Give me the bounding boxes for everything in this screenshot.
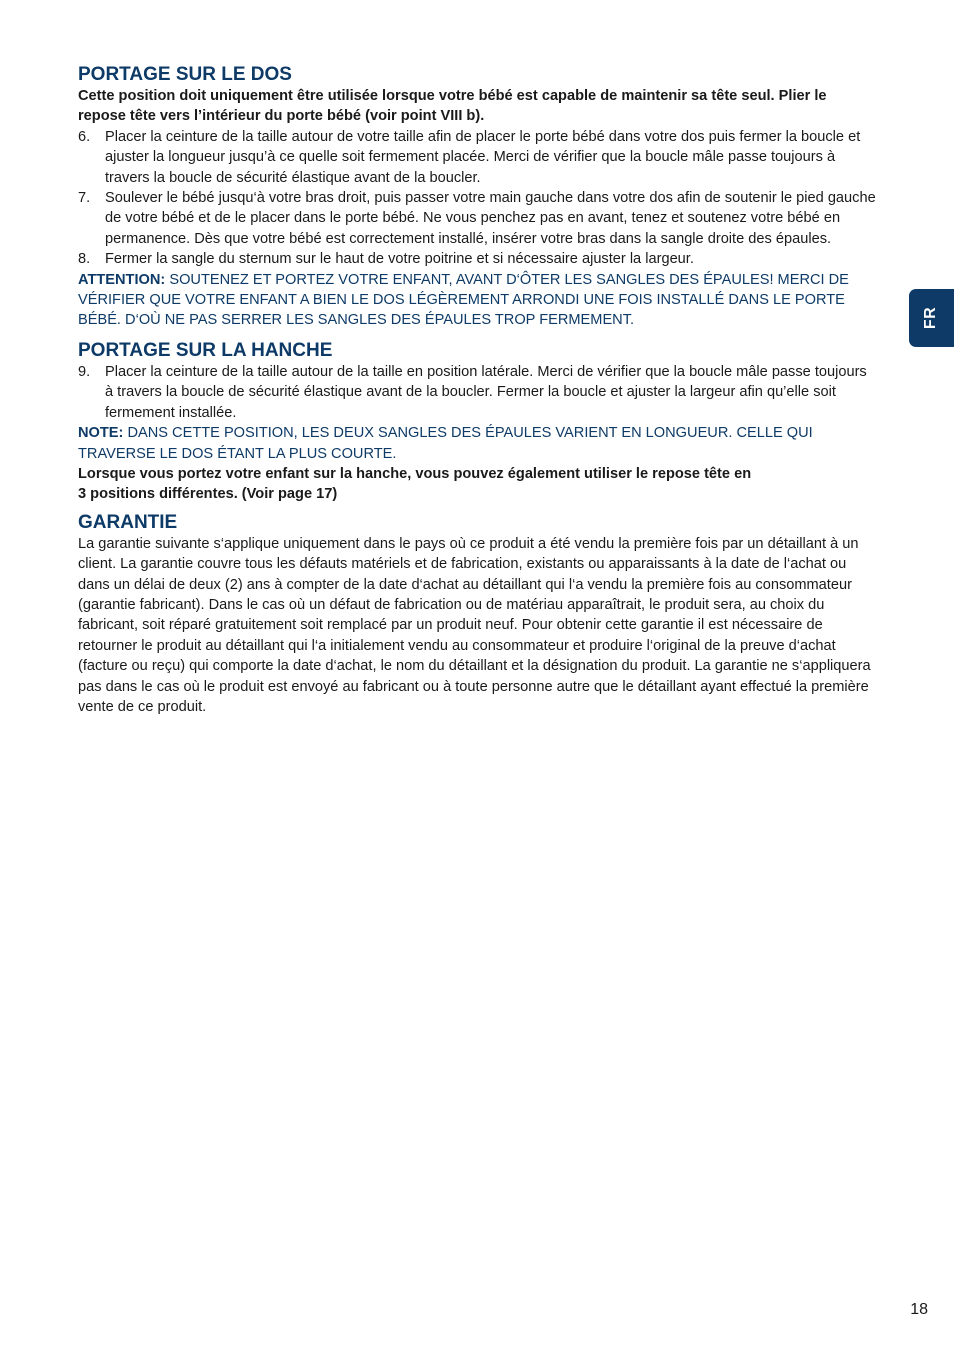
section-title-hip-carry: PORTAGE SUR LA HANCHE	[78, 339, 333, 361]
step-number: 6.	[78, 128, 91, 145]
section-back-carry	[78, 64, 878, 331]
section-title-warranty: GARANTIE	[78, 511, 178, 533]
attention-notice	[78, 270, 878, 331]
attention-text: SOUTENEZ ET PORTEZ VOTRE ENFANT, AVANT D‘ÔTER LES SANGLES DES ÉPAULES! MERCI DE VÉRIFIER QUE VOTRE ENFANT A BIEN LE DOS LÉGÈREMENT ARRONDI UNE FOIS INSTALLÉ DANS LE PORTE BÉBÉ. D‘OÙ NE PAS SERRER LES SANGLES DES ÉPAULES TROP FERMEMENT.	[78, 271, 849, 329]
section-spacer	[78, 505, 878, 512]
step-7	[78, 188, 878, 249]
headrest-info	[78, 464, 878, 505]
section-hip-carry	[78, 340, 878, 505]
step-9	[78, 362, 878, 423]
step-number: 7.	[78, 190, 91, 207]
headrest-info-line-1: Lorsque vous portez votre enfant sur la hanche, vous pouvez également utiliser le repose tête en	[78, 465, 752, 482]
warranty-text: La garantie suivante s‘applique uniquement dans le pays où ce produit a été vendu la première fois par un détaillant à un client. La garantie couvre tous les défauts matériels et de fabrication, existants ou apparaissants à la date de l‘achat ou dans un délai de deux (2) ans à compter de la date d‘achat au détaillant qui l‘a vendu la première fois au consommateur (garantie fabricant). Dans le cas où un défaut de fabrication ou de matériau apparaîtrait, le produit sera, au choix du fabricant, soit réparé gratuitement soit remplacé par un produit neuf. Pour obtenir cette garantie il est nécessaire de retourner le produit au détaillant qui l‘a initialement vendu au consommateur et produire l‘original de la preuve d‘achat (facture ou reçu) qui comporte la date d‘achat, le nom du détaillant et la désignation du produit. La garantie ne s‘appliquera pas dans le cas où le produit est envoyé au fabricant ou à toute personne autre que le détaillant ayant effectué la première vente de ce produit.	[78, 535, 871, 715]
section-title-back-carry: PORTAGE SUR LE DOS	[78, 64, 292, 85]
back-carry-intro: Cette position doit uniquement être utilisée lorsque votre bébé est capable de maintenir sa tête seul. Plier le repose tête vers l’intérieur du porte bébé (voir point VIII b).	[78, 88, 827, 125]
note-notice	[78, 423, 878, 464]
step-text: Soulever le bébé jusqu‘à votre bras droit, puis passer votre main gauche dans votre dos afin de soutenir le pied gauche de votre bébé et de le placer dans le porte bébé. Ne vous penchez pas en avant, tenez et soutenez votre bébé en permanence. Dès que votre bébé est correctement installé, insérer votre bras dans la sangle droite des épaules.	[105, 190, 876, 247]
language-tab-label: FR	[922, 306, 940, 330]
page-number: 18	[910, 1301, 928, 1318]
section-warranty	[78, 512, 878, 718]
note-text: DANS CETTE POSITION, LES DEUX SANGLES DES ÉPAULES VARIENT EN LONGUEUR. CELLE QUI TRAVERSE LE DOS ÉTANT LA PLUS COURTE.	[78, 425, 813, 462]
step-number: 9.	[78, 363, 91, 380]
hip-carry-steps	[78, 362, 878, 423]
language-tab-fr	[909, 289, 954, 347]
section-spacer	[78, 331, 878, 340]
step-number: 8.	[78, 251, 91, 268]
document-body	[78, 64, 878, 717]
headrest-info-line-2: 3 positions différentes. (Voir page 17)	[78, 486, 338, 503]
attention-label: ATTENTION:	[78, 271, 166, 288]
step-text: Fermer la sangle du sternum sur le haut de votre poitrine et si nécessaire ajuster la largeur.	[105, 251, 694, 268]
step-text: Placer la ceinture de la taille autour de votre taille afin de placer le porte bébé dans votre dos puis fermer la boucle et ajuster la longueur jusqu’à ce quelle soit fermement placée. Merci de vérifier que la boucle mâle passe toujours à travers la boucle de sécurité élastique avant de la boucler.	[105, 128, 861, 186]
back-carry-steps	[78, 127, 878, 270]
step-6	[78, 127, 878, 188]
step-text: Placer la ceinture de la taille autour de la taille en position latérale. Merci de vérifier que la boucle mâle passe toujours à travers la boucle de sécurité élastique avant de la boucler. Fermer la boucle et ajuster la largeur afin qu’elle soit fermement installée.	[105, 363, 867, 421]
step-8	[78, 249, 878, 269]
note-label: NOTE:	[78, 425, 124, 442]
